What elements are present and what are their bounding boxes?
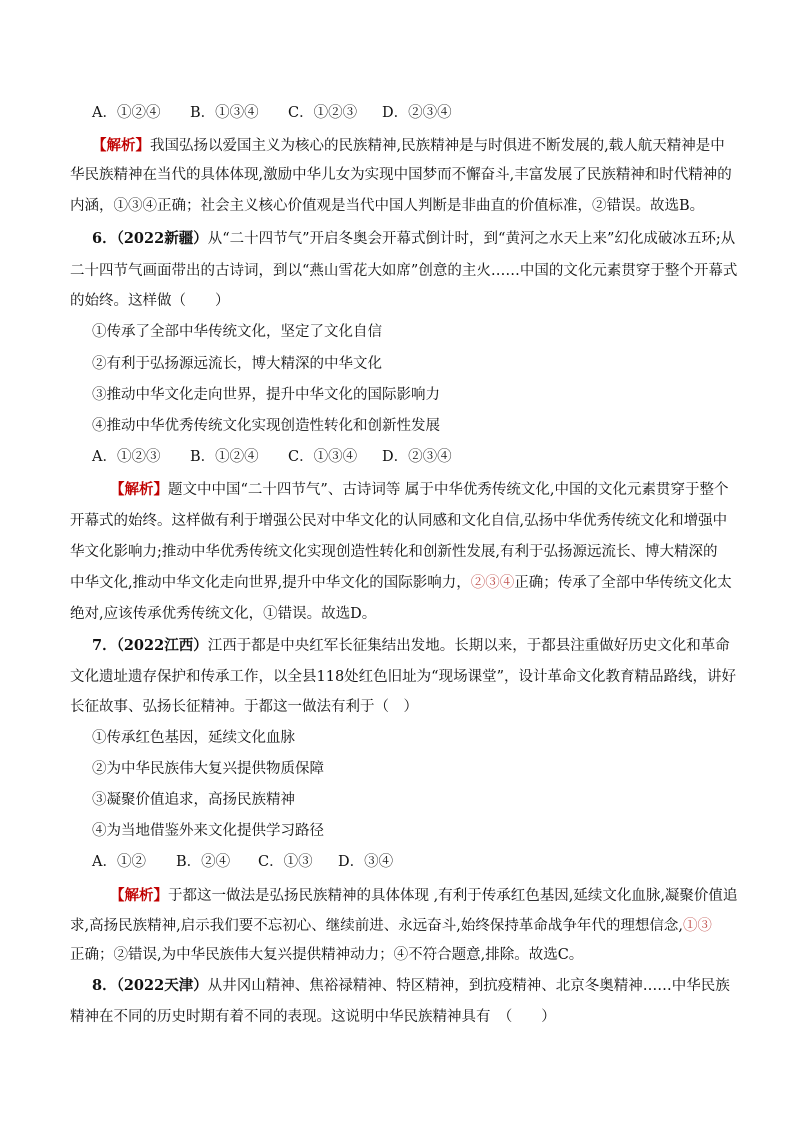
q7-analysis-tag: 【解析】 bbox=[110, 887, 168, 904]
q6-option-a: A．①②③ bbox=[92, 449, 161, 465]
q6-analysis-text-4a: 中华文化,推动中华文化走向世界,提升中华文化的国际影响力， bbox=[70, 575, 471, 591]
q7-stem-text-1: 江西于都是中央红军长征集结出发地。长期以来，于都县注重做好历史文化和革命 bbox=[207, 638, 730, 654]
q5-option-d: D．②③④ bbox=[382, 105, 452, 121]
q7-stem-line-1 bbox=[92, 636, 730, 656]
q6-stem-line-1 bbox=[92, 229, 736, 249]
q6-analysis-line-4 bbox=[70, 573, 732, 593]
q6-number: 6． bbox=[92, 230, 117, 247]
q6-analysis-line-2: 开幕式的始终。这样做有利于增强公民对中华文化的认同感和文化自信,弘扬中华优秀传统文化和增强中 bbox=[70, 513, 728, 529]
q5-analysis-line-1 bbox=[92, 136, 724, 156]
q5-option-b: B．①③④ bbox=[190, 105, 259, 121]
q7-stem-line-2: 文化遗址遗存保护和传承工作，以全县118处红色旧址为“现场课堂”，设计革命文化教育精品路线，讲好 bbox=[70, 669, 736, 685]
q8-stem-line-2: 精神在不同的历史时期有着不同的表现。这说明中华民族精神具有 （ ） bbox=[70, 1009, 556, 1025]
q8-number: 8． bbox=[92, 977, 117, 994]
q5-analysis-text-1: 我国弘扬以爱国主义为核心的民族精神,民族精神是与时俱进不断发展的,载人航天精神是中 bbox=[150, 138, 725, 154]
q6-analysis-answer: ②③④ bbox=[470, 575, 515, 591]
q7-analysis-line-3: 正确；②错误,为中华民族伟大复兴提供精神动力；④不符合题意,排除。故选C。 bbox=[70, 947, 584, 963]
q7-choice-1: ①传承红色基因，延续文化血脉 bbox=[92, 730, 295, 746]
q6-option-d: D．②③④ bbox=[382, 449, 452, 465]
q7-source: （2022江西） bbox=[116, 637, 208, 654]
q7-number: 7． bbox=[92, 637, 117, 654]
q8-stem-line-1 bbox=[92, 976, 730, 996]
q6-choice-3: ③推动中华文化走向世界，提升中华文化的国际影响力 bbox=[92, 387, 440, 403]
q7-option-c: C．①③ bbox=[258, 854, 313, 870]
q5-analysis-tag: 【解析】 bbox=[92, 137, 150, 154]
q5-option-a: A．①②④ bbox=[92, 105, 161, 121]
q7-option-d: D．③④ bbox=[338, 854, 394, 870]
q6-source: （2022新疆） bbox=[116, 230, 208, 247]
q6-choice-1: ①传承了全部中华传统文化，坚定了文化自信 bbox=[92, 324, 382, 340]
q6-analysis-text-1: 题文中中国“二十四节气”、古诗词等 属于中华优秀传统文化,中国的文化元素贯穿于整个 bbox=[168, 482, 729, 498]
q7-choice-2: ②为中华民族伟大复兴提供物质保障 bbox=[92, 761, 324, 777]
q7-analysis-text-1: 于都这一做法是弘扬民族精神的具体体现 ,有利于传承红色基因,延续文化血脉,凝聚价值追 bbox=[168, 888, 738, 904]
q8-source: （2022天津） bbox=[116, 977, 208, 994]
q6-stem-text-1: 从“二十四节气”开启冬奥会开幕式倒计时，到“黄河之水天上来”幻化成破冰五环;从 bbox=[207, 231, 736, 247]
q7-analysis-line-2 bbox=[70, 916, 724, 936]
q5-analysis-line-3: 内涵，①③④正确；社会主义核心价值观是当代中国人判断是非曲直的价值标准，②错误。故选B。 bbox=[70, 198, 705, 214]
q7-analysis-text-2: 求,高扬民族精神,启示我们要不忘初心、继续前进、永远奋斗,始终保持革命战争年代的理想信念, bbox=[70, 918, 683, 934]
q6-option-b: B．①②④ bbox=[190, 449, 259, 465]
q5-option-c: C．①②③ bbox=[288, 105, 358, 121]
q6-analysis-line-1 bbox=[110, 480, 729, 500]
q6-choice-4: ④推动中华优秀传统文化实现创造性转化和创新性发展 bbox=[92, 418, 440, 434]
q6-analysis-text-4b: 正确；传承了全部中华传统文化太 bbox=[514, 575, 732, 591]
q6-analysis-line-3: 华文化影响力;推动中华优秀传统文化实现创造性转化和创新性发展,有利于弘扬源远流长、博大精深的 bbox=[70, 544, 718, 560]
q7-analysis-line-1 bbox=[110, 886, 738, 906]
q6-analysis-line-5: 绝对,应该传承优秀传统文化，①错误。故选D。 bbox=[70, 606, 377, 622]
q7-stem-line-3: 长征故事、弘扬长征精神。于都这一做法有利于（ ） bbox=[70, 699, 418, 715]
q7-choice-3: ③凝聚价值追求，高扬民族精神 bbox=[92, 792, 295, 808]
q7-choice-4: ④为当地借鉴外来文化提供学习路径 bbox=[92, 823, 324, 839]
q6-analysis-tag: 【解析】 bbox=[110, 481, 168, 498]
q6-stem-line-3: 的始终。这样做（ ） bbox=[70, 293, 230, 309]
q6-choice-2: ②有利于弘扬源远流长，博大精深的中华文化 bbox=[92, 356, 382, 372]
q7-option-a: A．①② bbox=[92, 854, 146, 870]
q6-stem-line-2: 二十四节气画面带出的古诗词，到以“燕山雪花大如席”创意的主火……中国的文化元素贯穿于整个开幕式 bbox=[70, 263, 738, 279]
q6-option-c: C．①③④ bbox=[288, 449, 358, 465]
q7-option-b: B．②④ bbox=[176, 854, 231, 870]
q7-analysis-answer: ①③ bbox=[682, 918, 712, 934]
q5-analysis-line-2: 华民族精神在当代的具体体现,激励中华儿女为实现中国梦而不懈奋斗,丰富发展了民族精神和时代精神的 bbox=[70, 167, 732, 183]
q8-stem-text-1: 从井冈山精神、焦裕禄精神、特区精神，到抗疫精神、北京冬奥精神……中华民族 bbox=[207, 978, 730, 994]
